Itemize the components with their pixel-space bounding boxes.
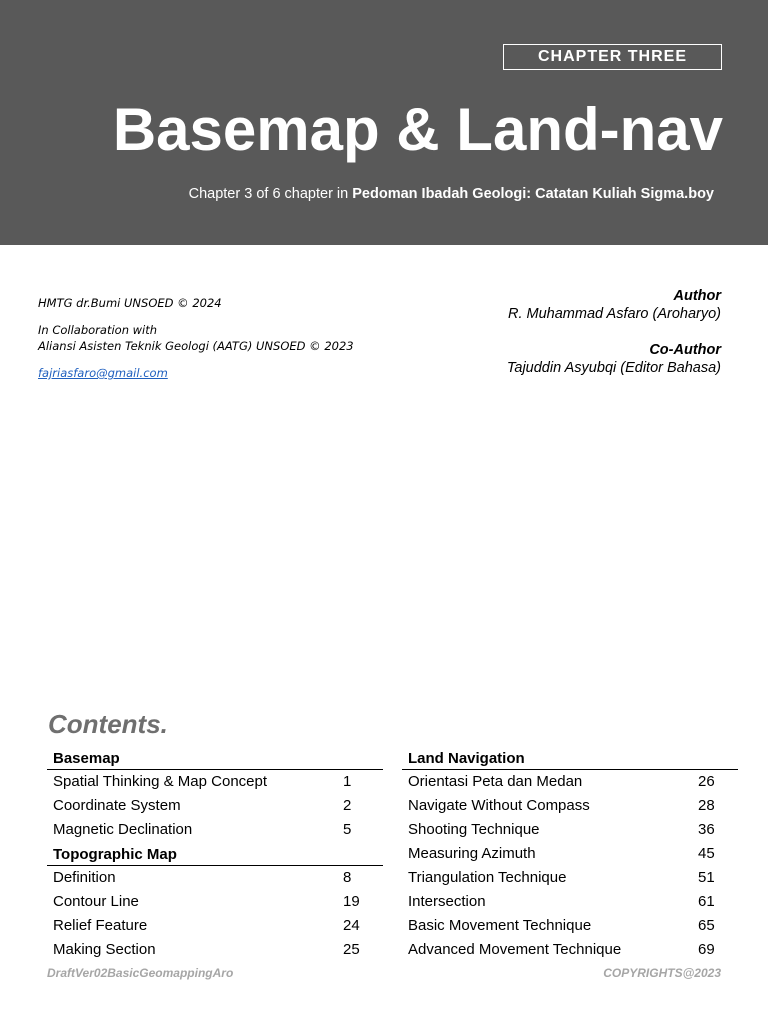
toc-row[interactable]: [47, 818, 383, 842]
page-title: Basemap & Land-nav: [112, 96, 723, 163]
toc-page: 45: [698, 845, 715, 862]
toc-page: 51: [698, 869, 715, 886]
toc-row[interactable]: [47, 938, 383, 962]
org-credit: HMTG dr.Bumi UNSOED © 2024: [38, 296, 222, 310]
toc-entry: Definition: [53, 869, 116, 886]
chapter-header: [0, 0, 768, 245]
email-link[interactable]: fajriasfaro@gmail.com: [38, 366, 168, 380]
toc-page: 65: [698, 917, 715, 934]
toc-entry: Making Section: [53, 941, 156, 958]
footer-draft-label: DraftVer02BasicGeomappingAro: [47, 966, 234, 980]
author-name: R. Muhammad Asfaro (Aroharyo): [507, 306, 721, 322]
publisher-info: [38, 295, 354, 381]
toc-page: 69: [698, 941, 715, 958]
toc-page: 24: [343, 917, 360, 934]
toc-row[interactable]: [402, 938, 738, 962]
toc-entry: Shooting Technique: [408, 821, 540, 838]
toc-row[interactable]: [402, 866, 738, 890]
toc-page: 8: [343, 869, 352, 886]
toc-section-basemap: Basemap: [47, 746, 383, 770]
footer-copyright: COPYRIGHTS@2023: [603, 966, 721, 980]
toc-entry: Measuring Azimuth: [408, 845, 536, 862]
toc-page: 28: [698, 797, 715, 814]
toc-row[interactable]: [47, 770, 383, 794]
toc-entry: Basic Movement Technique: [408, 917, 592, 934]
toc-entry: Contour Line: [53, 893, 139, 910]
toc-page: 26: [698, 773, 715, 790]
toc-page: 61: [698, 893, 715, 910]
toc-entry: Triangulation Technique: [408, 869, 567, 886]
toc-row[interactable]: [402, 842, 738, 866]
toc-page: 5: [343, 821, 352, 838]
toc-row[interactable]: [402, 818, 738, 842]
collab-line-2: Aliansi Asisten Teknik Geologi (AATG) UNSOED © 2023: [38, 339, 354, 353]
toc-entry: Intersection: [408, 893, 486, 910]
coauthor-label: Co-Author: [649, 342, 721, 358]
toc-page: 19: [343, 893, 360, 910]
chapter-label: CHAPTER THREE: [503, 44, 722, 70]
contents-heading: Contents.: [48, 709, 168, 739]
book-title: Pedoman Ibadah Geologi: Catatan Kuliah Sigma.boy: [352, 186, 714, 202]
toc-entry: Navigate Without Compass: [408, 797, 590, 814]
toc-row[interactable]: [402, 890, 738, 914]
toc-section-topographic: Topographic Map: [47, 842, 383, 866]
toc-section-land-navigation: Land Navigation: [402, 746, 738, 770]
coauthor-name: Tajuddin Asyubqi (Editor Bahasa): [506, 360, 721, 376]
toc-entry: Coordinate System: [53, 797, 181, 814]
author-info: [507, 287, 721, 377]
toc-entry: Magnetic Declination: [53, 821, 193, 838]
toc-page: 2: [343, 797, 352, 814]
toc-row[interactable]: [47, 914, 383, 938]
chapter-subtitle: [189, 186, 714, 202]
toc-row[interactable]: [402, 914, 738, 938]
toc-page: 36: [698, 821, 715, 838]
toc-row[interactable]: [47, 866, 383, 890]
toc-right-column: [402, 746, 738, 962]
collab-line-1: In Collaboration with: [38, 323, 158, 337]
toc-row[interactable]: [47, 890, 383, 914]
toc-row[interactable]: [402, 770, 738, 794]
toc-row[interactable]: [402, 794, 738, 818]
toc-entry: Advanced Movement Technique: [408, 941, 622, 958]
toc-row[interactable]: [47, 794, 383, 818]
toc-page: 1: [343, 773, 352, 790]
toc-page: 25: [343, 941, 360, 958]
toc-left-column: [47, 746, 383, 962]
toc-entry: Orientasi Peta dan Medan: [408, 773, 583, 790]
toc-entry: Relief Feature: [53, 917, 148, 934]
subtitle-prefix: Chapter 3 of 6 chapter in: [188, 186, 353, 202]
toc-entry: Spatial Thinking & Map Concept: [53, 773, 268, 790]
author-label: Author: [673, 288, 721, 304]
